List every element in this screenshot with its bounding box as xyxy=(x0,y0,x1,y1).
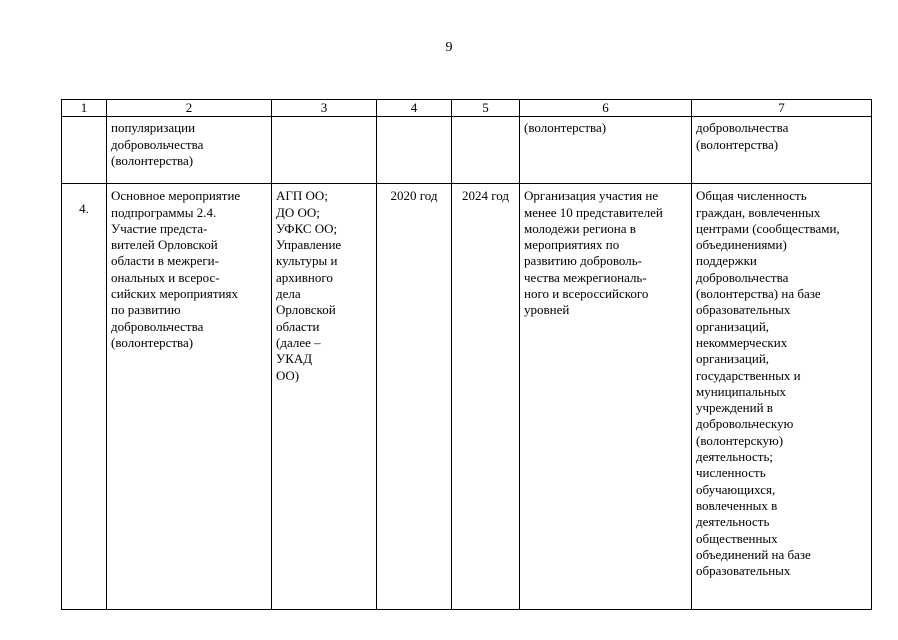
row1-number-cell xyxy=(62,117,107,184)
row1-result: (волонтерства) xyxy=(524,120,607,136)
row2-number: 4. xyxy=(79,201,89,217)
page-number: 9 xyxy=(445,40,453,55)
row2-result: Организация участия не менее 10 представителей молодежи региона в мероприятиях по развитию доброволь- чества межрегиональ- ного и всероссийского уровней xyxy=(524,188,663,318)
header-col-1: 1 xyxy=(62,100,107,117)
row2-indicator: Общая численность граждан, вовлеченных центрами (сообществами, объединениями) поддержки добровольчества (волонтерства) на базе образовательных организаций, некоммерческих организаций, государственных и муниципальных учреждений в добровольческую (волонтерскую) деятельность; численность обучающихся, вовлеченных в деятельность общественных объединений на базе образовательных xyxy=(696,188,840,579)
table-row xyxy=(62,184,872,610)
header-col-6: 6 xyxy=(520,100,692,117)
row2-executor: АГП ОО; ДО ОО; УФКС ОО; Управление культуры и архивного дела Орловской области (далее – УКАД ОО) xyxy=(276,188,342,383)
row2-start: 2020 год xyxy=(390,188,438,204)
header-col-5: 5 xyxy=(452,100,520,117)
row2-executor-cell xyxy=(272,184,377,610)
row1-start-cell xyxy=(377,117,452,184)
row1-indicator: добровольчества (волонтерства) xyxy=(696,120,789,152)
row2-end-cell xyxy=(452,184,520,610)
row1-result-cell xyxy=(520,117,692,184)
header-row xyxy=(62,100,872,117)
row2-event: Основное мероприятие подпрограммы 2.4. Участие предста- вителей Орловской области в межреги- ональных и всерос- сийских мероприятиях по развитию добровольчества (волонтерства) xyxy=(111,188,241,350)
row1-event: популяризации добровольчества (волонтерства) xyxy=(111,120,204,168)
header-col-7: 7 xyxy=(692,100,872,117)
row1-indicator-cell xyxy=(692,117,872,184)
row2-number-cell xyxy=(62,184,107,610)
row2-event-cell xyxy=(107,184,272,610)
table-row xyxy=(62,117,872,184)
row2-end: 2024 год xyxy=(462,188,509,204)
program-table xyxy=(61,99,872,610)
row2-result-cell xyxy=(520,184,692,610)
row2-start-cell xyxy=(377,184,452,610)
header-col-4: 4 xyxy=(377,100,452,117)
header-col-2: 2 xyxy=(107,100,272,117)
row1-event-cell xyxy=(107,117,272,184)
row2-indicator-cell xyxy=(692,184,872,610)
header-col-3: 3 xyxy=(272,100,377,117)
row1-end-cell xyxy=(452,117,520,184)
row1-executor-cell xyxy=(272,117,377,184)
